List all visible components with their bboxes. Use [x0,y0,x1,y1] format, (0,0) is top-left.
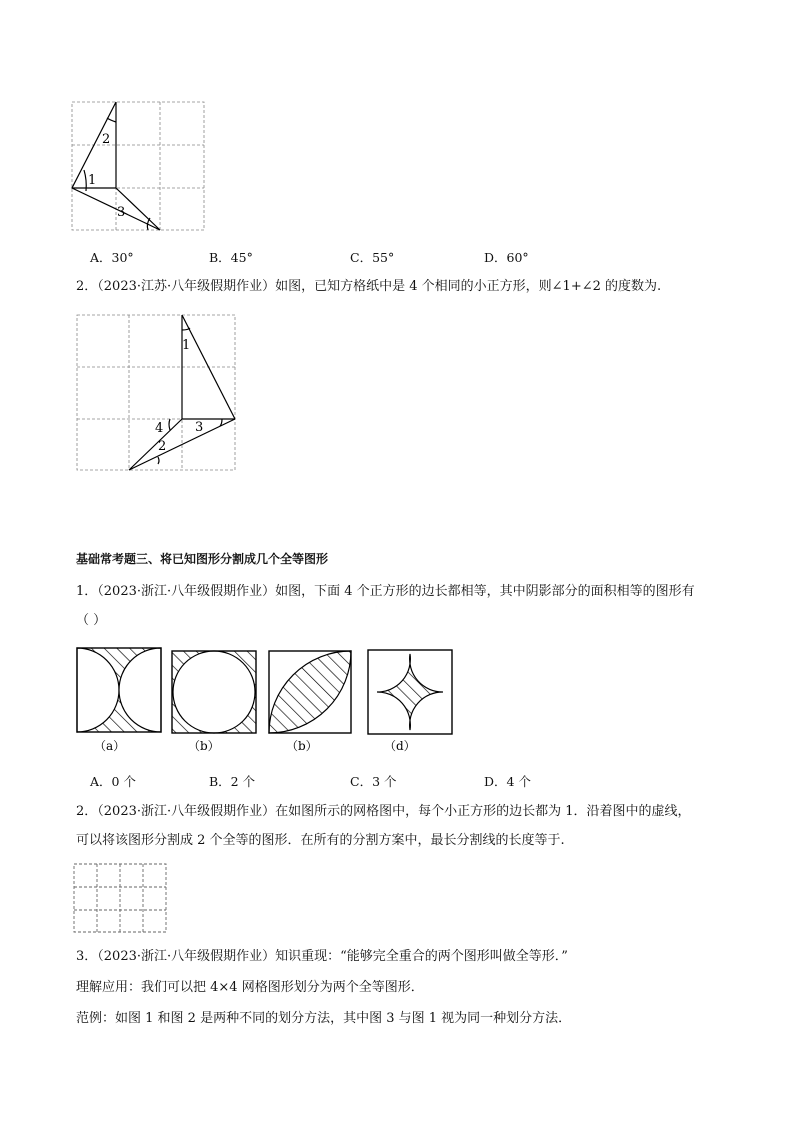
figure-dashed-grid [72,862,172,937]
angle-label-2: 2 [158,439,167,454]
s3-question-1-stem: 1．（2023·浙江·八年级假期作业）如图，下面 4 个正方形的边长都相等，其中阴影部分的面积相等的图形有 [76,584,695,599]
angle-label-3: 3 [117,205,126,220]
figure-angle-grid-2 [74,312,239,472]
square-d [368,650,452,734]
s3-question-3-line2: 理解应用：我们可以把 4×4 网格图形划分为两个全等图形． [76,980,424,995]
option-b[interactable]: B．45° [209,250,253,265]
s3-question-2-line2: 可以将该图形分割成 2 个全等的图形．在所有的分割方案中，最长分割线的长度等于. [76,833,565,848]
option-a[interactable]: A．30° [90,250,134,265]
square-b [172,651,256,733]
option-d[interactable]: D．60° [484,250,529,265]
square-c [269,651,351,733]
caption-d: （d） [384,739,416,753]
angle-label-3: 3 [195,420,204,435]
figure-squares-shaded [76,646,456,756]
question-2-stem: 2．（2023·江苏·八年级假期作业）如图，已知方格纸中是 4 个相同的小正方形，则∠1+∠2 的度数为. [76,279,662,294]
angle-label-4: 4 [155,421,164,436]
s3-question-3-line3: 范例：如图 1 和图 2 是两种不同的划分方法，其中图 3 与图 1 视为同一种划分方法． [76,1011,572,1026]
angle-label-2: 2 [102,132,111,147]
s3-question-3-line1: 3．（2023·浙江·八年级假期作业）知识重现：“能够完全重合的两个图形叫做全等形．” [76,949,568,964]
caption-b: （b） [188,739,220,753]
s3-question-2-line1: 2．（2023·浙江·八年级假期作业）在如图所示的网格图中，每个小正方形的边长都为 1．沿着图中的虚线， [76,804,691,819]
s3-question-1-blank: （ ） [76,613,107,628]
section-heading: 基础常考题三、将已知图形分割成几个全等图形 [76,552,329,566]
s3q1-option-d[interactable]: D．4 个 [484,774,531,789]
s3q1-option-c[interactable]: C．3 个 [350,774,397,789]
square-a [77,648,161,732]
angle-label-1: 1 [88,173,97,188]
option-c[interactable]: C．55° [350,250,395,265]
caption-c: （b） [286,739,318,753]
s3q1-option-a[interactable]: A．0 个 [90,774,136,789]
s3q1-option-b[interactable]: B．2 个 [209,774,256,789]
caption-a: （a） [94,739,126,753]
figure-angle-grid-1 [70,100,210,235]
angle-label-1: 1 [182,338,191,353]
